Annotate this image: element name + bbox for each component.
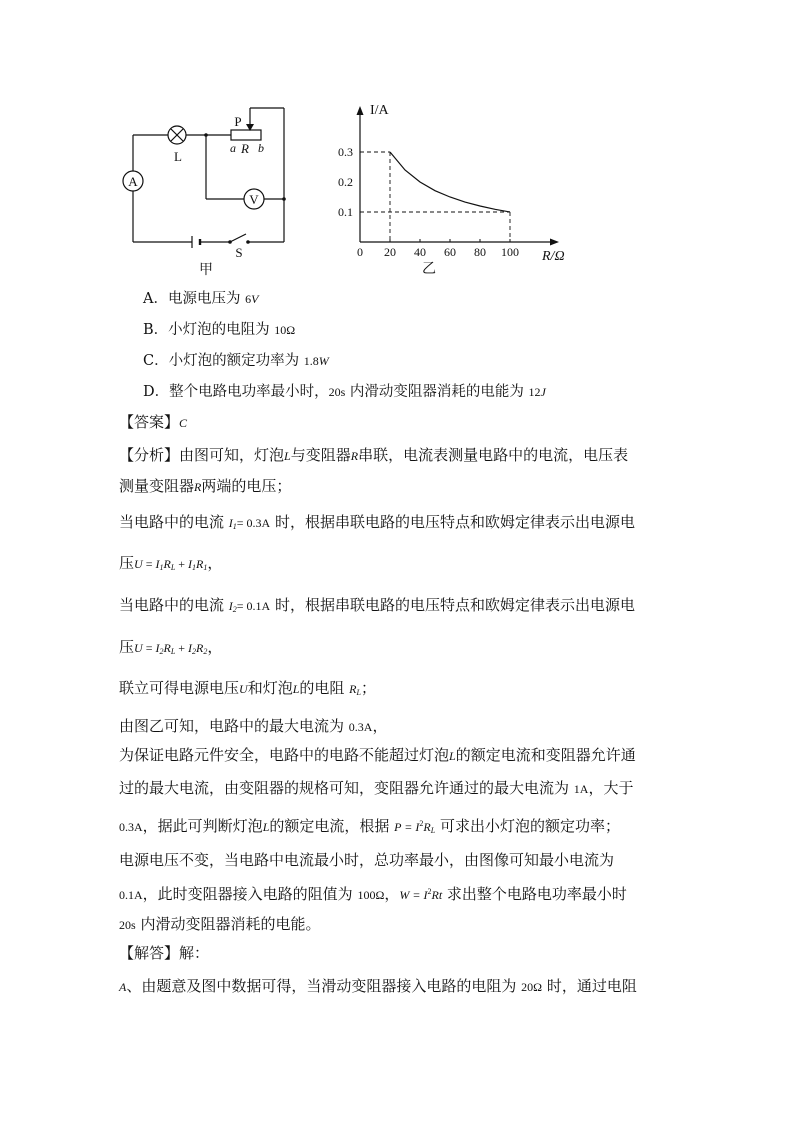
option-c-text: C．小灯泡的额定功率为 <box>143 353 304 369</box>
symbol-A: A <box>119 980 127 994</box>
text: 测量变阻器 <box>119 477 195 495</box>
text: 内滑动变阻器消耗的电能。 <box>135 915 321 933</box>
option-c-value: 1.8 <box>303 354 319 368</box>
option-d-text: D．整个电路电功率最小时， <box>143 384 329 400</box>
text: 、由题意及图中数据可得，当滑动变阻器接入电路的电阻为 <box>126 977 522 995</box>
analysis-line-8 <box>119 716 387 737</box>
analysis-line-12 <box>119 850 614 870</box>
x-tick-label: 100 <box>501 245 519 259</box>
answer-label: 【答案】 <box>119 413 180 431</box>
text: ，据此可判断灯泡 <box>142 817 263 835</box>
analysis-label: 【分析】 <box>119 446 180 464</box>
text: 联立可得电源电压 <box>119 679 240 697</box>
text: 的额定电流和变阻器允许通 <box>455 746 636 764</box>
analysis-line-6: 压$U = I_2R_L + I_2R_2$， <box>119 638 223 656</box>
equation: = 0.1A <box>236 599 271 613</box>
symbol-L: L <box>262 820 270 834</box>
ammeter-label: A <box>128 174 138 189</box>
option-d-mid: 内滑动变阻器消耗的电能为 <box>345 384 529 400</box>
option-b-value: 10Ω <box>274 323 296 337</box>
option-d-time: 20s <box>328 385 346 399</box>
analysis-line-14 <box>119 914 320 935</box>
circuit-diagram <box>110 100 300 280</box>
text: 可求出小灯泡的额定功率； <box>435 817 620 835</box>
text: ， <box>372 717 388 735</box>
symbol-L: L <box>292 682 300 696</box>
text: 压 <box>119 554 135 572</box>
x-tick-label: 80 <box>474 245 486 259</box>
terminal-a-label: a <box>230 141 236 155</box>
y-tick-label: 0.3 <box>338 145 353 159</box>
x-axis-label: R/Ω <box>542 249 565 264</box>
x-tick-label: 40 <box>414 245 426 259</box>
x-tick-label: 0 <box>357 245 363 259</box>
text: 解： <box>179 944 210 962</box>
text: 电源电压不变，当电路中电流最小时，总功率最小，由图像可知最小电流为 <box>119 851 615 869</box>
y-axis-label: I/A <box>370 103 389 118</box>
x-axis-arrow-icon <box>550 239 559 246</box>
equation: Rt <box>431 888 443 902</box>
text: 时，根据串联电路的电压特点和欧姆定律表示出电源电 <box>270 596 635 614</box>
text: ； <box>360 679 376 697</box>
analysis-line-1 <box>119 445 628 466</box>
text: 时，通过电阻 <box>542 977 637 995</box>
answer-line <box>119 412 187 433</box>
value: 1A <box>573 782 589 796</box>
text: ， <box>384 885 400 903</box>
text: 的电阻 <box>299 679 350 697</box>
y-axis-arrow-icon <box>357 106 364 115</box>
analysis-line-9 <box>119 745 636 766</box>
voltmeter-label: V <box>249 192 259 207</box>
y-tick-label: 0.1 <box>338 205 353 219</box>
analysis-line-4: 压$U = I_1R_L + I_1R_1$， <box>119 554 223 572</box>
x-tick-label: 20 <box>384 245 396 259</box>
option-d-value: 12 <box>528 385 541 399</box>
slider-label: P <box>234 114 242 129</box>
text: 串联，电流表测量电路中的电流，电压表 <box>358 446 629 464</box>
text: 由图乙可知，电路中的最大电流为 <box>119 717 349 735</box>
solution-line-1 <box>119 943 209 963</box>
option-c <box>143 351 329 371</box>
terminal-b-label: b <box>258 141 264 155</box>
value: 0.3A <box>348 720 373 734</box>
answer-value: C <box>179 416 188 430</box>
symbol-U: U <box>134 557 143 571</box>
text: 求出整个电路电功率最小时 <box>442 885 627 903</box>
solution-line-2 <box>119 976 637 997</box>
text: ，大于 <box>588 779 634 797</box>
series-curve <box>390 152 510 212</box>
text: 为保证电路元件安全，电路中的电路不能超过灯泡 <box>119 746 450 764</box>
figure-b-caption: 乙 <box>422 262 436 277</box>
equation: W = I <box>399 888 428 902</box>
option-a-text: A．电源电压为 <box>143 291 246 307</box>
value: 100Ω <box>357 888 385 902</box>
value: 20s <box>119 918 136 932</box>
text: ， <box>207 638 223 656</box>
symbol-U: U <box>134 641 143 655</box>
text: 的额定电流，根据 <box>269 817 395 835</box>
option-a-unit: V <box>251 292 259 306</box>
analysis-line-2 <box>119 476 291 497</box>
option-c-unit: W <box>318 354 329 368</box>
text: 时，根据串联电路的电压特点和欧姆定律表示出电源电 <box>270 513 635 531</box>
symbol-R: R <box>194 480 202 494</box>
text: 和灯泡 <box>247 679 293 697</box>
lamp-label: L <box>174 149 182 164</box>
analysis-line-3: 当电路中的电流 $I_1= 0.3A$ 时，根据串联电路的电压特点和欧姆定律表示出电源电 <box>119 513 635 531</box>
equation: = <box>142 641 156 655</box>
text: 当电路中的电流 <box>119 513 229 531</box>
rheostat-label: R <box>241 141 249 156</box>
i-r-chart <box>330 98 580 280</box>
text: 过的最大电流，由变阻器的规格可知，变阻器允许通过的最大电流为 <box>119 779 574 797</box>
analysis-line-11: 0.3A，据此可判断灯泡L的额定电流，根据 $P = I^2R_L$ 可求出小灯泡的额定功率； <box>119 817 620 835</box>
option-d-unit: J <box>540 385 546 399</box>
equation: + <box>175 557 189 571</box>
value: 0.1A <box>119 888 143 902</box>
text: ， <box>207 554 223 572</box>
option-b <box>143 320 295 340</box>
text: 与变阻器 <box>290 446 351 464</box>
equation: = 0.3A <box>236 516 271 530</box>
option-a-value: 6 <box>245 292 252 306</box>
symbol-U: U <box>239 682 248 696</box>
symbol-L: L <box>449 749 456 763</box>
option-a <box>143 289 258 309</box>
text: ，此时变阻器接入电路的阻值为 <box>142 885 358 903</box>
option-d <box>143 382 546 402</box>
analysis-line-13: 0.1A，此时变阻器接入电路的阻值为 100Ω，$W = I^2Rt$ 求出整个电路电功率最小时 <box>119 885 627 903</box>
analysis-line-7: 联立可得电源电压U和灯泡L的电阻 $R_L$； <box>119 679 376 697</box>
text: 由图可知，灯泡 <box>179 446 285 464</box>
text: 当电路中的电流 <box>119 596 229 614</box>
value: 0.3A <box>119 820 143 834</box>
analysis-line-10 <box>119 778 633 799</box>
solution-label: 【解答】 <box>119 944 180 962</box>
analysis-line-5: 当电路中的电流 $I_2= 0.1A$ 时，根据串联电路的电压特点和欧姆定律表示出电源电 <box>119 596 635 614</box>
symbol-R: R <box>350 449 359 463</box>
equation: + <box>175 641 189 655</box>
value: 20Ω <box>521 980 543 994</box>
text: 压 <box>119 638 135 656</box>
symbol-L: L <box>284 449 291 463</box>
x-tick-label: 60 <box>444 245 456 259</box>
equation: P = I <box>394 820 420 834</box>
switch-label: S <box>235 245 243 260</box>
y-tick-label: 0.2 <box>338 175 353 189</box>
equation: = <box>142 557 156 571</box>
text: 两端的电压； <box>201 477 292 495</box>
option-b-text: B．小灯泡的电阻为 <box>143 322 275 338</box>
figure-a-caption: 甲 <box>199 263 213 278</box>
